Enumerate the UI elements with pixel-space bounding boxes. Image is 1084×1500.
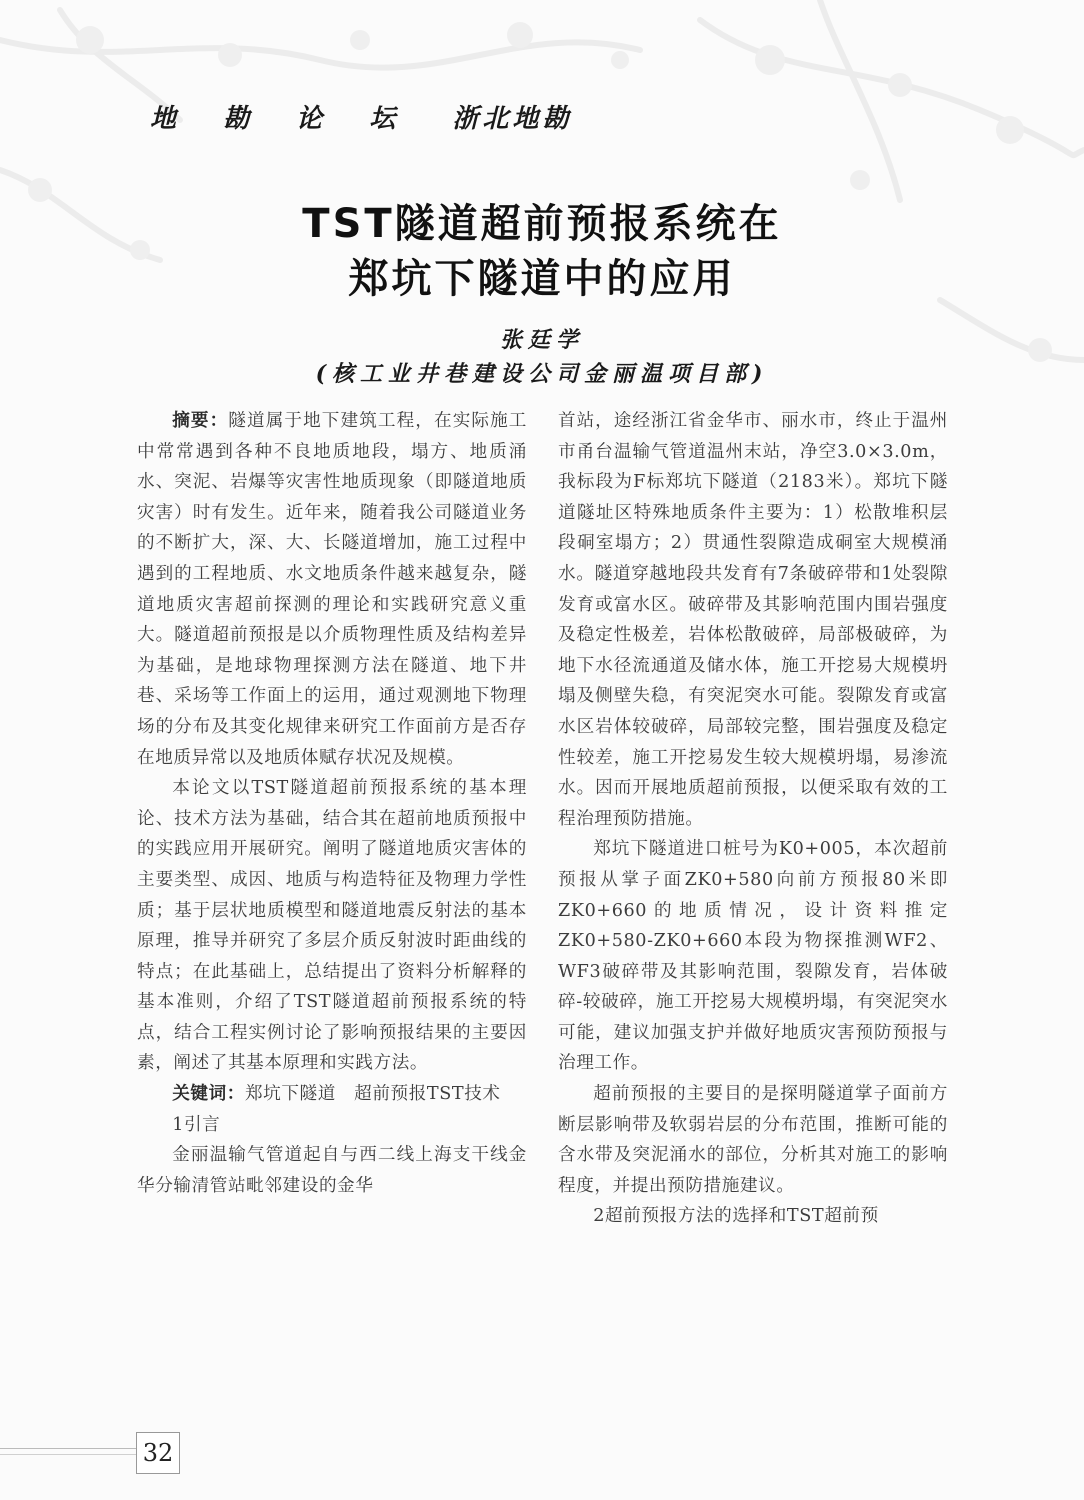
right-text-column [558,406,948,1232]
section-heading: 2超前预报方法的选择和TST超前预 [593,1206,879,1227]
column-name-char: 坛 [369,104,397,134]
column-header [150,98,710,142]
footer-rule [0,1448,136,1449]
page-number: 32 [136,1432,180,1474]
keywords-text: 郑坑下隧道 超前预报TST技术 [244,1084,501,1105]
article-title-line-2: 郑坑下隧道中的应用 [348,256,736,302]
keywords-paragraph [137,1079,527,1110]
magazine-name: 浙北地勘 [452,104,573,134]
body-paragraph: 超前预报的主要目的是探明隧道掌子面前方断层影响带及软弱岩层的分布范围，推断可能的含水带及突泥涌水的部位，分析其对施工的影响程度，并提出预防措施建议。 [558,1084,948,1196]
body-paragraph: 首站，途经浙江省金华市、丽水市，终止于温州市甬台温输气管道温州末站，净空3.0×3.0m，我标段为F标郑坑下隧道（2183米）。郑坑下隧道隧址区特殊地质条件主要为：1）松散堆积层段硐室塌方；2）贯通性裂隙造成硐室大规模涌水。隧道穿越地段共发育有7条破碎带和1处裂隙发育或富水区。破碎带及其影响范围内围岩强度及稳定性极差，岩体松散破碎，局部极破碎，为地下水径流通道及储水体，施工开挖易大规模坍塌及侧壁失稳，有突泥突水可能。裂隙发育或富水区岩体较破碎，局部较完整，围岩强度及稳定性较差，施工开挖易发生较大规模坍塌，易渗流水。因而开展地质超前预报，以便采取有效的工程治理预防措施。 [558,411,948,829]
abstract-paragraph [137,406,527,773]
column-name-char: 地 [150,104,178,134]
section-heading: 1引言 [172,1114,221,1135]
left-text-column [137,406,527,1201]
keywords-label: 关键词： [172,1084,245,1105]
author-affiliation: (核工业井巷建设公司金丽温项目部) [315,361,769,387]
body-paragraph: 郑坑下隧道进口桩号为K0+005，本次超前预报从掌子面ZK0+580向前方预报80米即ZK0+660的地质情况，设计资料推定ZK0+580-ZK0+660本段为物探推测WF2、WF3破碎带及其影响范围，裂隙发育，岩体破碎-较破碎，施工开挖易大规模坍塌，有突泥突水可能，建议加强支护并做好地质灾害预防预报与治理工作。 [558,839,948,1074]
article-title-line-1: TST隧道超前预报系统在 [302,201,782,247]
column-name-char: 勘 [223,104,251,134]
abstract-text: 隧道属于地下建筑工程，在实际施工中常常遇到各种不良地质地段，塌方、地质涌水、突泥、岩爆等灾害性地质现象（即隧道地质灾害）时有发生。近年来，随着我公司隧道业务的不断扩大，深、大、长隧道增加，施工过程中遇到的工程地质、水文地质条件越来越复杂，隧道地质灾害超前探测的理论和实践研究意义重大。隧道超前预报是以介质物理性质及结构差异为基础，是地球物理探测方法在隧道、地下井巷、采场等工作面上的运用，通过观测地下物理场的分布及其变化规律来研究工作面前方是否存在地质异常以及地质体赋存状况及规模。 [137,411,527,768]
column-name-char: 论 [296,104,324,134]
footer-rule [0,1454,136,1455]
author-name: 张廷学 [499,327,584,353]
body-paragraph: 金丽温输气管道起自与西二线上海支干线金华分输清管站毗邻建设的金华 [137,1145,527,1196]
abstract-label: 摘要： [172,411,229,431]
body-paragraph: 本论文以TST隧道超前预报系统的基本理论、技术方法为基础，结合其在超前地质预报中的实践应用开展研究。阐明了隧道地质灾害体的主要类型、成因、地质与构造特征及物理力学性质；基于层状地质模型和隧道地震反射法的基本原理，推导并研究了多层介质反射波时距曲线的特点；在此基础上，总结提出了资料分析解释的基本准则，介绍了TST隧道超前预报系统的特点，结合工程实例讨论了影响预报结果的主要因素，阐述了其基本原理和实践方法。 [137,778,527,1074]
